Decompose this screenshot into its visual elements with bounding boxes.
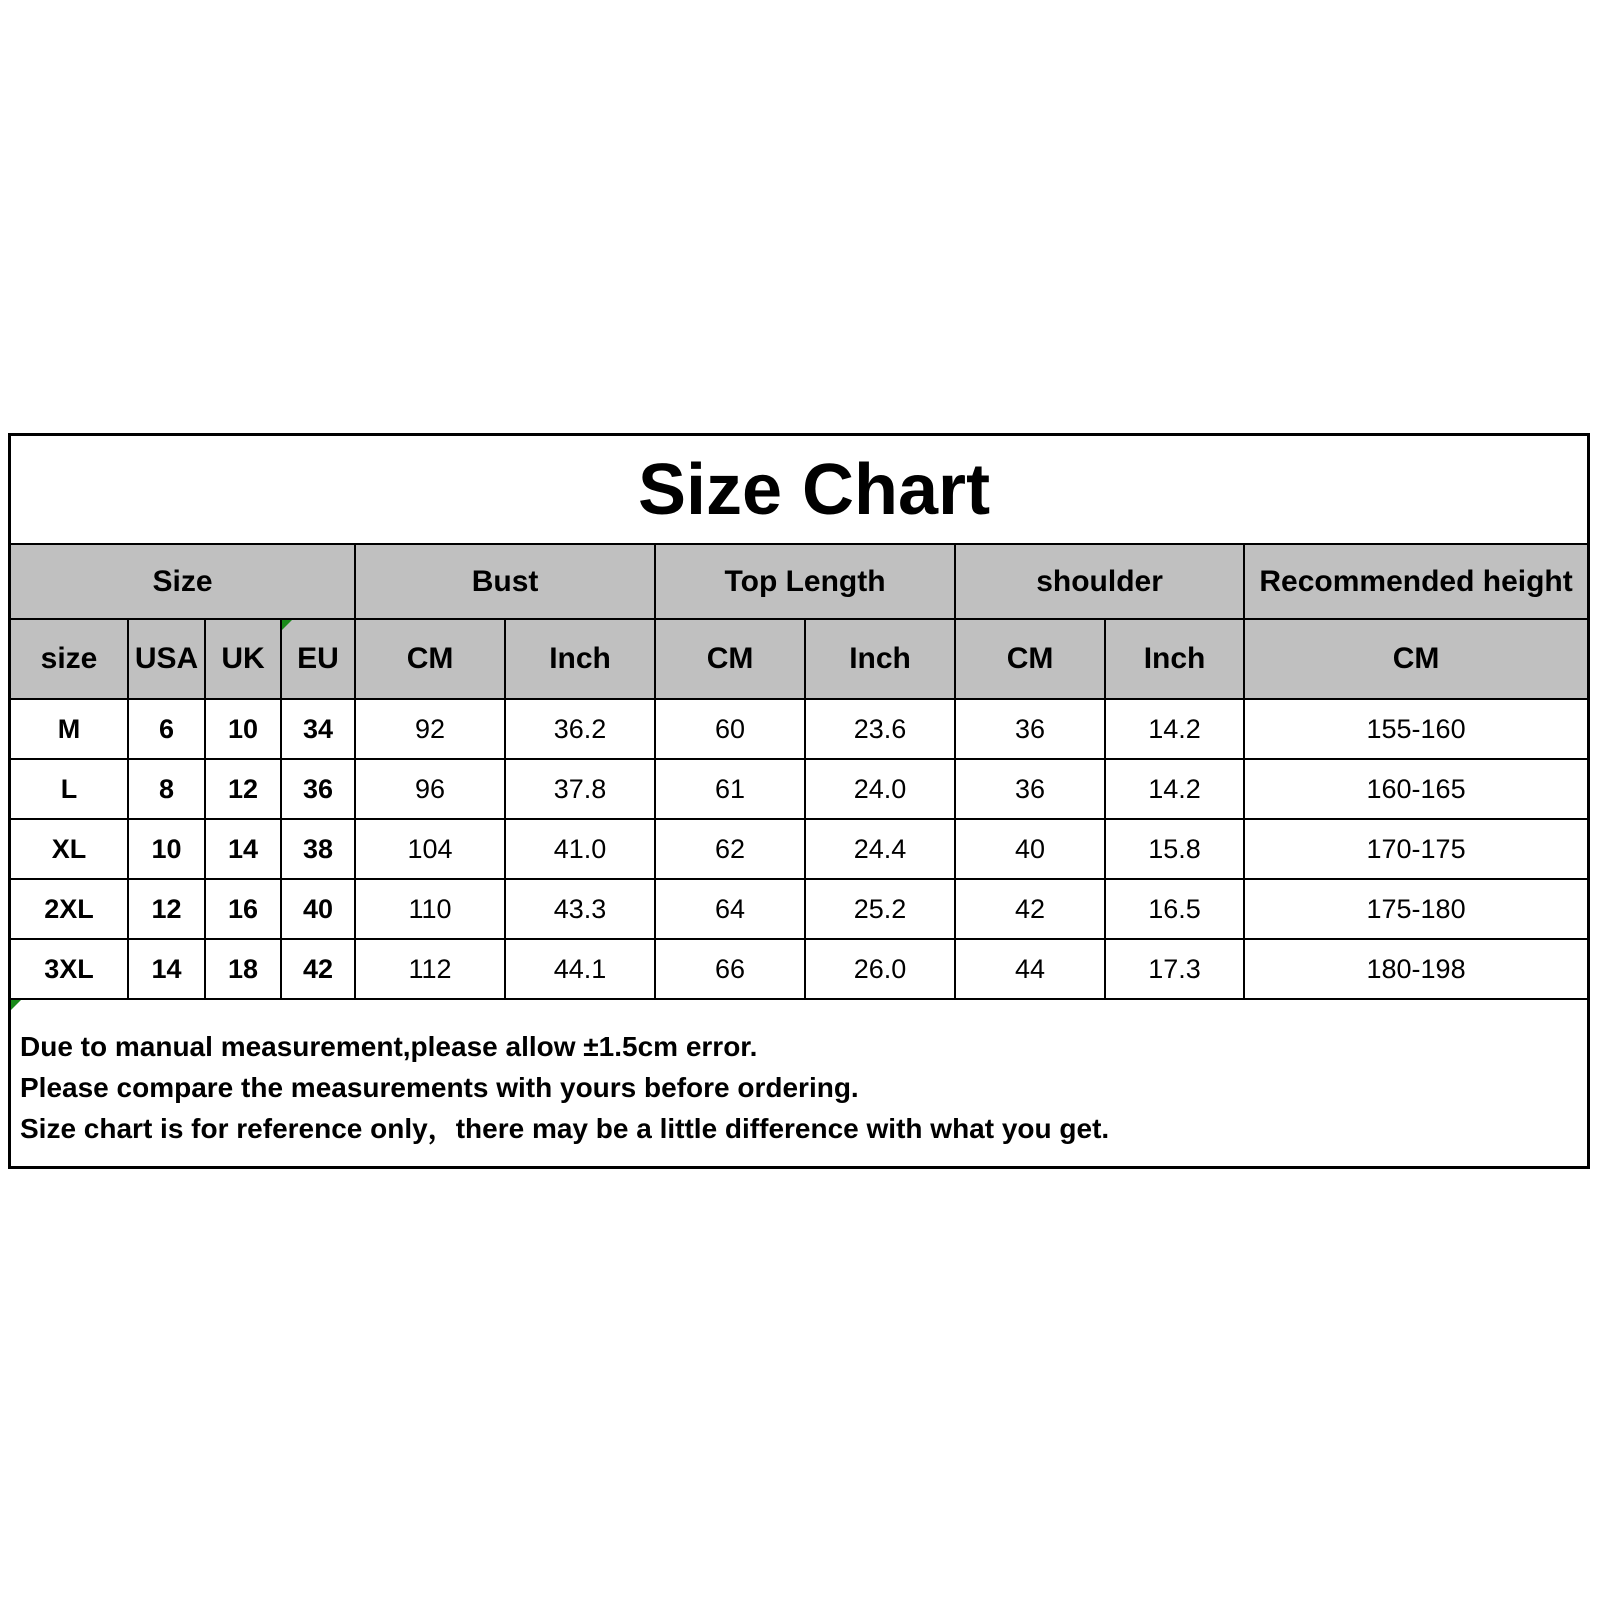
table-cell: 60 (655, 699, 805, 759)
note-line: Due to manual measurement,please allow ±1.5cm error. (20, 1031, 758, 1062)
table-cell: 18 (205, 939, 281, 999)
table-cell: 36 (955, 759, 1105, 819)
sub-header-cell: UK (205, 619, 281, 699)
table-cell: 62 (655, 819, 805, 879)
table-cell: 175-180 (1244, 879, 1587, 939)
table-cell: 14 (128, 939, 205, 999)
table-cell: 92 (355, 699, 505, 759)
table-cell: 10 (128, 819, 205, 879)
table-cell: 26.0 (805, 939, 955, 999)
sub-header-cell: CM (355, 619, 505, 699)
size-grid (11, 545, 1587, 1000)
sub-header-cell: Inch (1105, 619, 1244, 699)
table-row (11, 879, 1587, 939)
table-cell: 36 (281, 759, 355, 819)
table-cell: XL (11, 819, 128, 879)
notes (11, 1000, 1587, 1149)
sub-header-cell (281, 619, 355, 699)
sub-header-cell: Inch (805, 619, 955, 699)
table-row (11, 819, 1587, 879)
table-cell: 37.8 (505, 759, 655, 819)
table-cell: 180-198 (1244, 939, 1587, 999)
table-cell: M (11, 699, 128, 759)
table-cell: 44.1 (505, 939, 655, 999)
table-cell: 40 (955, 819, 1105, 879)
sub-header-row (11, 619, 1587, 699)
table-cell: 16 (205, 879, 281, 939)
table-cell: 42 (955, 879, 1105, 939)
group-header-height: Recommended height (1244, 545, 1587, 619)
sub-header-cell: CM (955, 619, 1105, 699)
title-row (11, 436, 1587, 545)
table-cell: 61 (655, 759, 805, 819)
table-cell: 24.0 (805, 759, 955, 819)
cell-marker-icon (282, 620, 292, 630)
table-cell: 10 (205, 699, 281, 759)
table-cell: 170-175 (1244, 819, 1587, 879)
table-cell: 110 (355, 879, 505, 939)
table-cell: 16.5 (1105, 879, 1244, 939)
group-header-bust: Bust (355, 545, 655, 619)
table-cell: 36 (955, 699, 1105, 759)
table-cell: 43.3 (505, 879, 655, 939)
table-cell: 64 (655, 879, 805, 939)
table-cell: 23.6 (805, 699, 955, 759)
sub-header-cell: CM (655, 619, 805, 699)
note-line: Size chart is for reference only，there may be a little difference with what you get. (20, 1113, 1110, 1144)
table-row (11, 939, 1587, 999)
table-cell: 42 (281, 939, 355, 999)
table-cell: 17.3 (1105, 939, 1244, 999)
table-cell: 34 (281, 699, 355, 759)
table-cell: 12 (205, 759, 281, 819)
sub-header-cell: Inch (505, 619, 655, 699)
table-cell: 24.4 (805, 819, 955, 879)
table-cell: 2XL (11, 879, 128, 939)
table-cell: 104 (355, 819, 505, 879)
group-header-shoulder: shoulder (955, 545, 1244, 619)
table-cell: 155-160 (1244, 699, 1587, 759)
table-cell: 8 (128, 759, 205, 819)
table-cell: 15.8 (1105, 819, 1244, 879)
table-cell: 25.2 (805, 879, 955, 939)
sub-header-label: EU (297, 642, 339, 675)
table-cell: 40 (281, 879, 355, 939)
table-row (11, 699, 1587, 759)
table-cell: 44 (955, 939, 1105, 999)
table-cell: 6 (128, 699, 205, 759)
table-cell: 112 (355, 939, 505, 999)
cell-marker-icon (11, 1000, 21, 1010)
sub-header-cell: CM (1244, 619, 1587, 699)
data-body (11, 699, 1587, 999)
sub-header-cell: USA (128, 619, 205, 699)
group-header-top-length: Top Length (655, 545, 955, 619)
table-cell: 38 (281, 819, 355, 879)
note-line: Please compare the measurements with yours before ordering. (20, 1072, 859, 1103)
table-row (11, 759, 1587, 819)
group-header-row (11, 545, 1587, 619)
table-cell: 14.2 (1105, 759, 1244, 819)
table-cell: 14 (205, 819, 281, 879)
group-header-size: Size (11, 545, 355, 619)
page-title: Size Chart (637, 449, 991, 530)
table-cell: 36.2 (505, 699, 655, 759)
table-cell: 41.0 (505, 819, 655, 879)
sub-header-cell: size (11, 619, 128, 699)
table-cell: L (11, 759, 128, 819)
table-cell: 3XL (11, 939, 128, 999)
table-cell: 96 (355, 759, 505, 819)
table-cell: 12 (128, 879, 205, 939)
table-cell: 14.2 (1105, 699, 1244, 759)
size-chart-table (8, 433, 1590, 1169)
table-cell: 160-165 (1244, 759, 1587, 819)
table-cell: 66 (655, 939, 805, 999)
